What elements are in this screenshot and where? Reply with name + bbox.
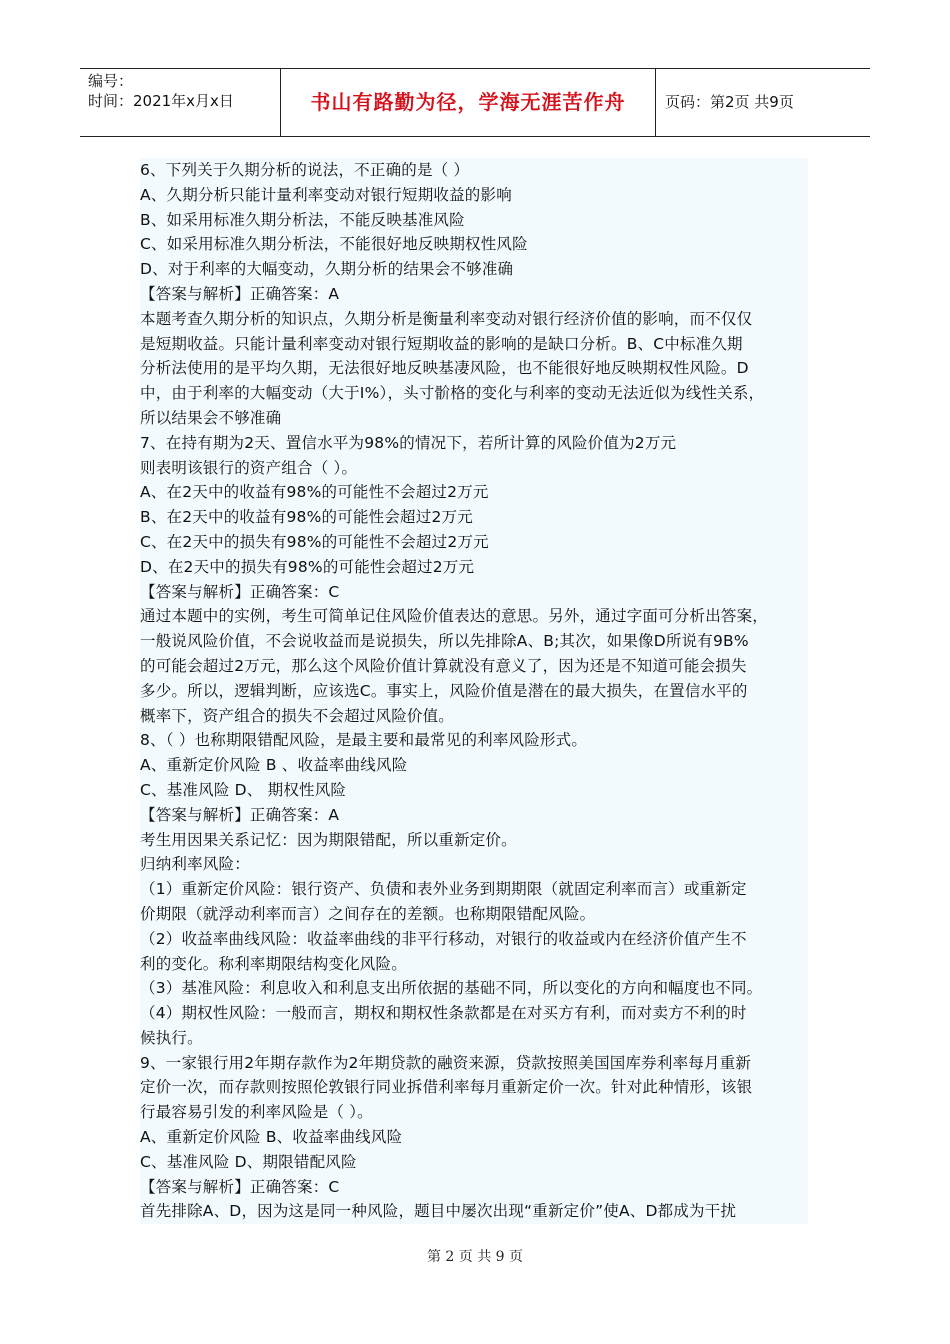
text-line: D、对于利率的大幅变动，久期分析的结果会不够准确: [140, 260, 514, 279]
text-line: C、在2天中的损失有98%的可能性不会超过2万元: [140, 532, 489, 551]
text-line: 多少。所以，逻辑判断，应该选C。事实上，风险价值是潜在的最大损失，在置信水平的: [140, 681, 748, 700]
text-line: 归纳利率风险：: [140, 855, 250, 874]
text-line: （4）期权性风险：一般而言，期权和期权性条款都是在对买方有利，而对卖方不利的时: [140, 1004, 747, 1023]
text-line: 考生用因果关系记忆：因为期限错配，所以重新定价。: [140, 830, 517, 849]
text-line: 分析法使用的是平均久期，无法很好地反映基凄风险，也不能很好地反映期权性风险。D: [140, 359, 749, 378]
text-line: 【答案与解析】正确答案：C: [140, 582, 340, 601]
text-line: 则表明该银行的资产组合（ ）。: [140, 458, 358, 477]
text-line: 价期限（就浮动利率而言）之间存在的差额。也称期限错配风险。: [140, 904, 596, 923]
number-label: 编号：: [88, 72, 134, 90]
document-body: [140, 158, 808, 1224]
page-info: 页码：第2页 共9页: [665, 93, 794, 111]
text-line: 概率下，资产组合的损失不会超过风险价值。: [140, 706, 455, 725]
text-line: （1）重新定价风险：银行资产、负债和表外业务到期期限（就固定利率而言）或重新定: [140, 880, 747, 899]
text-line: 7、在持有期为2天、置信水平为98%的情况下，若所计算的风险价值为2万元: [140, 433, 677, 452]
text-line: 本题考查久期分析的知识点，久期分析是衡量利率变动对银行经济价值的影响，而不仅仅: [140, 309, 753, 328]
text-line: 的可能会超过2万元，那么这个风险价值计算就没有意义了，因为还是不知道可能会损失: [140, 656, 747, 675]
header-divider: [655, 69, 656, 136]
text-line: C、基准风险 D、 期权性风险: [140, 780, 347, 799]
text-line: A、在2天中的收益有98%的可能性不会超过2万元: [140, 483, 489, 502]
text-line: C、基准风险 D、期限错配风险: [140, 1152, 357, 1171]
text-line: C、如采用标准久期分析法，不能很好地反映期权性风险: [140, 235, 528, 254]
page-header: [80, 68, 870, 137]
text-line: 【答案与解析】正确答案：A: [140, 805, 340, 824]
text-line: （2）收益率曲线风险：收益率曲线的非平行移动，对银行的收益或内在经济价值产生不: [140, 929, 747, 948]
text-line: B、如采用标准久期分析法，不能反映基准风险: [140, 210, 465, 229]
text-line: 9、一家银行用2年期存款作为2年期贷款的融资来源，贷款按照美国国库券利率每月重新: [140, 1053, 752, 1072]
time-label: 时间：2021年x月x日: [88, 92, 234, 110]
text-line: A、重新定价风险 B 、收益率曲线风险: [140, 756, 408, 775]
text-line: 一般说风险价值，不会说收益而是说损失，所以先排除A、B;其次，如果像D所说有9B%: [140, 632, 749, 651]
header-motto: 书山有路勤为径，学海无涯苦作舟: [310, 90, 626, 114]
text-line: 6、下列关于久期分析的说法，不正确的是（ ）: [140, 161, 470, 179]
text-line: A、久期分析只能计量利率变动对银行短期收益的影响: [140, 185, 512, 204]
page-footer: 第 2 页 共 9 页: [426, 1249, 524, 1265]
text-line: 通过本题中的实例，考生可简单记住风险价值表达的意思。另外，通过字面可分析出答案，: [140, 607, 769, 626]
text-line: B、在2天中的收益有98%的可能性会超过2万元: [140, 508, 473, 527]
text-line: 行最容易引发的利率风险是（ ）。: [140, 1103, 373, 1122]
text-line: 【答案与解析】正确答案：C: [140, 1177, 340, 1196]
text-line: （3）基准风险：利息收入和利息支出所依据的基础不同，所以变化的方向和幅度也不同。: [140, 979, 763, 998]
text-line: 中，由于利率的大幅变动（大于I%），头寸骱格的变化与利率的变动无法近似为线性关系，: [140, 384, 765, 403]
text-line: 定价一次，而存款则按照伦敦银行同业拆借利率每月重新定价一次。针对此种情形，该银: [140, 1078, 753, 1097]
text-line: A、重新定价风险 B、收益率曲线风险: [140, 1128, 403, 1147]
text-line: 【答案与解析】正确答案：A: [140, 284, 340, 303]
text-line: 首先排除A、D，因为这是同一种风险，题目中屡次出现“重新定价”使A、D都成为干扰: [140, 1202, 737, 1221]
text-line: 候执行。: [140, 1028, 203, 1047]
header-meta: [88, 71, 283, 111]
text-line: 利的变化。称利率期限结构变化风险。: [140, 954, 407, 973]
text-line: 是短期收益。只能计量利率变动对银行短期收益的影响的是缺口分析。B、C中标准久期: [140, 334, 743, 353]
text-line: D、在2天中的损失有98%的可能性会超过2万元: [140, 557, 475, 576]
text-line: 所以结果会不够准确: [140, 408, 282, 427]
text-line: 8、（ ）也称期限错配风险，是最主要和最常见的利率风险形式。: [140, 731, 588, 750]
